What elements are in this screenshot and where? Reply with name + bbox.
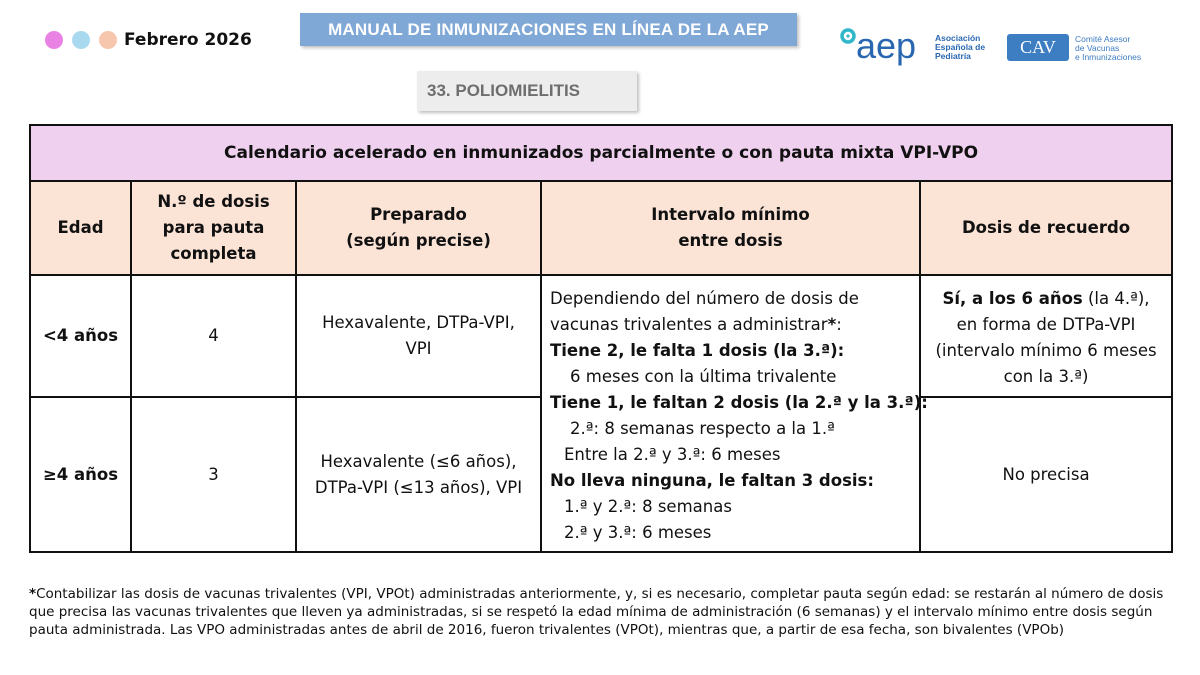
cav-logo-text: CAV (1020, 37, 1056, 57)
cav-logo (1007, 34, 1069, 61)
row-preparado: Hexavalente (≤6 años), DTPa-VPI (≤13 años), VPI (296, 397, 541, 552)
row-dosis: 4 (131, 275, 296, 397)
table-row (30, 275, 1172, 397)
header-dosis: N.º de dosis para pauta completa (131, 181, 296, 275)
cav-name: Comité Asesor de Vacunas e Inmunizaciones (1075, 34, 1142, 62)
row-edad: ≥4 años (30, 397, 131, 552)
aep-name: Asociación Española de Pediatría (935, 33, 986, 61)
row-dosis: 3 (131, 397, 296, 552)
row-recuerdo: No precisa (920, 397, 1172, 552)
manual-banner (300, 13, 797, 46)
header-edad: Edad (30, 181, 131, 275)
color-dots (45, 31, 117, 49)
header-intervalo: Intervalo mínimo entre dosis (541, 181, 920, 275)
header-preparado: Preparado (según precise) (296, 181, 541, 275)
row-recuerdo: Sí, a los 6 años (la 4.ª), en forma de DTPa-VPI (intervalo mínimo 6 meses con la 3.ª) (920, 275, 1172, 397)
header-recuerdo: Dosis de recuerdo (920, 181, 1172, 275)
section-title: 33. POLIOMIELITIS (427, 81, 581, 100)
aep-logo-text: aep (856, 25, 917, 66)
table-title: Calendario acelerado en inmunizados parcialmente o con pauta mixta VPI-VPO (30, 125, 1172, 181)
peach-dot (99, 31, 117, 49)
section-tag (417, 71, 637, 111)
pink-dot (45, 31, 63, 49)
row-edad: <4 años (30, 275, 131, 397)
aep-logo (840, 22, 935, 72)
blue-dot (72, 31, 90, 49)
manual-banner-title: MANUAL DE INMUNIZACIONES EN LÍNEA DE LA AEP (328, 19, 769, 39)
immunization-table (29, 124, 1173, 553)
publication-date: Febrero 2026 (124, 30, 252, 50)
row-preparado: Hexavalente, DTPa-VPI, VPI (296, 275, 541, 397)
interval-cell: Dependiendo del número de dosis de vacunas trivalentes a administrar*: Tiene 2, le falta 1 dosis (la 3.ª): 6 meses con la última trivalente Tiene 1, le faltan 2 dosis (la 2.ª y la 3.ª): 2.ª: 8 semanas respecto a la 1.ª Entre la 2.ª y 3.ª: 6 meses No lleva ninguna, le faltan 3 dosis: 1.ª y 2.ª: 8 semanas 2.ª y 3.ª: 6 meses (541, 275, 920, 552)
footnote: *Contabilizar las dosis de vacunas trivalentes (VPI, VPOt) administradas anteriormente, y, si es necesario, completar pauta según edad: se restarán al número de dosis que precisa las vacunas trivalentes que lleven ya administradas, si se respetó la edad mínima de administración (6 semanas) y el intervalo mínimo entre dosis según pauta administrada. Las VPO administradas antes de abril de 2016, fueron trivalentes (VPOt), mientras que, a partir de esa fecha, son bivalentes (VPOb) (29, 586, 1164, 638)
logos (840, 22, 1170, 72)
